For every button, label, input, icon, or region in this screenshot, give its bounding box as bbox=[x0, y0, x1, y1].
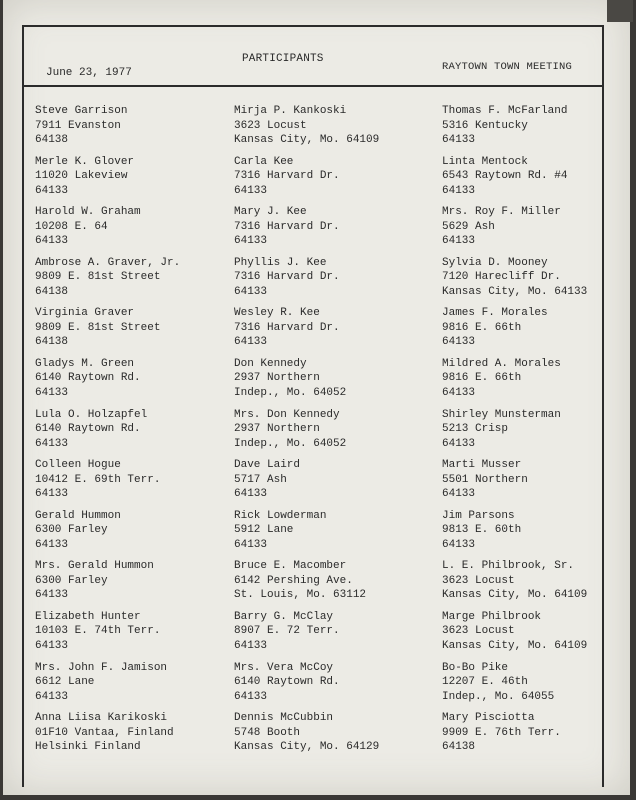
left-border bbox=[22, 85, 24, 787]
participant-address-line: 64133 bbox=[234, 690, 268, 703]
participant-address-line: 9809 E. 81st Street bbox=[35, 321, 161, 334]
participant-name: Mirja P. Kankoski bbox=[234, 105, 347, 117]
participant-address-line: 5629 Ash bbox=[442, 220, 495, 233]
participant-address-line: 64133 bbox=[35, 386, 69, 399]
participant-entry bbox=[442, 256, 632, 307]
participant-address-line: 9816 E. 66th bbox=[442, 372, 522, 385]
participant-address-line: Kansas City, Mo. 64109 bbox=[442, 639, 588, 652]
participant-address-line: 64133 bbox=[35, 184, 69, 197]
participant-address-line: 6543 Raytown Rd. #4 bbox=[442, 170, 568, 183]
participant-name: Mrs. John F. Jamison bbox=[35, 661, 168, 674]
participant-address-line: 9816 E. 66th bbox=[442, 321, 522, 334]
participant-entry bbox=[442, 408, 632, 459]
participant-address-line: 6300 Farley bbox=[35, 524, 108, 537]
participant-address-line: 64133 bbox=[442, 134, 476, 146]
participant-address-line: Indep., Mo. 64052 bbox=[234, 437, 347, 450]
participant-address-line: Kansas City, Mo. 64109 bbox=[234, 134, 380, 146]
page-edge-tab bbox=[607, 0, 633, 22]
participant-entry bbox=[35, 104, 225, 155]
participant-name: Mrs. Don Kennedy bbox=[234, 408, 340, 421]
participant-entry bbox=[35, 509, 225, 560]
participant-name: Elizabeth Hunter bbox=[35, 610, 141, 623]
participant-address-line: St. Louis, Mo. 63112 bbox=[234, 589, 367, 602]
participants-column-3 bbox=[442, 104, 632, 762]
participant-name: Mrs. Vera McCoy bbox=[234, 661, 334, 674]
participant-address-line: Kansas City, Mo. 64133 bbox=[442, 285, 588, 298]
participant-entry bbox=[35, 458, 225, 509]
participant-address-line: 7316 Harvard Dr. bbox=[234, 170, 340, 183]
participant-entry bbox=[234, 458, 424, 509]
participant-entry bbox=[442, 559, 632, 610]
participant-address-line: 64133 bbox=[234, 184, 268, 197]
participant-name: Barry G. McClay bbox=[234, 610, 334, 623]
participant-name: Mrs. Gerald Hummon bbox=[35, 560, 154, 573]
participant-address-line: 7911 Evanston bbox=[35, 119, 121, 132]
participant-address-line: 8907 E. 72 Terr. bbox=[234, 625, 340, 638]
participant-address-line: 7316 Harvard Dr. bbox=[234, 321, 340, 334]
participant-entry bbox=[35, 357, 225, 408]
participant-name: Phyllis J. Kee bbox=[234, 256, 327, 269]
participant-entry bbox=[442, 155, 632, 206]
participant-address-line: 64133 bbox=[234, 336, 268, 349]
participant-address-line: Kansas City, Mo. 64129 bbox=[234, 741, 380, 754]
participant-name: Harold W. Graham bbox=[35, 206, 141, 219]
participant-address-line: 64133 bbox=[234, 235, 268, 248]
participant-entry bbox=[234, 559, 424, 610]
participant-address-line: 3623 Locust bbox=[234, 119, 307, 132]
participant-address-line: 6142 Pershing Ave. bbox=[234, 574, 353, 587]
participant-name: Wesley R. Kee bbox=[234, 307, 320, 320]
participant-entry bbox=[442, 610, 632, 661]
participant-name: Linta Mentock bbox=[442, 155, 528, 168]
participant-address-line: 5717 Ash bbox=[234, 473, 287, 486]
participant-address-line: 64133 bbox=[442, 184, 476, 197]
participant-entry bbox=[35, 559, 225, 610]
participant-name: Ambrose A. Graver, Jr. bbox=[35, 256, 181, 269]
participant-address-line: 64138 bbox=[35, 285, 69, 298]
participant-name: Dennis McCubbin bbox=[234, 712, 334, 725]
participant-entry bbox=[442, 509, 632, 560]
participant-entry bbox=[442, 357, 632, 408]
participant-address-line: Indep., Mo. 64052 bbox=[234, 386, 347, 399]
participant-address-line: 64138 bbox=[35, 336, 69, 349]
participant-name: Sylvia D. Mooney bbox=[442, 256, 548, 269]
participant-address-line: 2937 Northern bbox=[234, 372, 320, 385]
participant-name: Mary Pisciotta bbox=[442, 712, 535, 725]
participant-address-line: 5501 Northern bbox=[442, 473, 528, 486]
participant-name: Bruce E. Macomber bbox=[234, 560, 347, 573]
participant-address-line: 64133 bbox=[35, 589, 69, 602]
participant-address-line: 3623 Locust bbox=[442, 625, 515, 638]
participant-entry bbox=[234, 306, 424, 357]
participant-address-line: 10412 E. 69th Terr. bbox=[35, 473, 161, 486]
participant-entry bbox=[234, 408, 424, 459]
participant-address-line: 64133 bbox=[234, 488, 268, 501]
participant-entry bbox=[35, 661, 225, 712]
participant-entry bbox=[442, 711, 632, 762]
participant-entry bbox=[442, 205, 632, 256]
participant-name: Virginia Graver bbox=[35, 307, 135, 320]
meeting-date: June 23, 1977 bbox=[46, 67, 132, 79]
participant-entry bbox=[35, 205, 225, 256]
participants-column-2 bbox=[234, 104, 424, 762]
participant-name: Lula O. Holzapfel bbox=[35, 408, 148, 421]
participant-address-line: 6612 Lane bbox=[35, 676, 95, 689]
participant-address-line: 64133 bbox=[234, 538, 268, 551]
participant-entry bbox=[234, 205, 424, 256]
participant-address-line: 5316 Kentucky bbox=[442, 119, 528, 132]
participant-address-line: 64138 bbox=[35, 134, 69, 146]
participant-name: Rick Lowderman bbox=[234, 509, 327, 522]
participant-name: Mary J. Kee bbox=[234, 206, 307, 219]
participant-name: Marge Philbrook bbox=[442, 610, 542, 623]
participant-name: Dave Laird bbox=[234, 459, 301, 472]
participant-address-line: 64133 bbox=[35, 690, 69, 703]
participant-address-line: 2937 Northern bbox=[234, 423, 320, 436]
participant-address-line: Kansas City, Mo. 64109 bbox=[442, 589, 588, 602]
participant-entry bbox=[35, 408, 225, 459]
participant-address-line: 11020 Lakeview bbox=[35, 170, 128, 183]
participants-column-1 bbox=[35, 104, 225, 762]
participant-name: Bo-Bo Pike bbox=[442, 661, 509, 674]
participant-address-line: Indep., Mo. 64055 bbox=[442, 690, 555, 703]
header-divider bbox=[22, 85, 604, 87]
participant-address-line: 64133 bbox=[35, 538, 69, 551]
participant-address-line: 6300 Farley bbox=[35, 574, 108, 587]
participant-entry bbox=[234, 509, 424, 560]
participant-entry bbox=[234, 256, 424, 307]
participant-address-line: 64133 bbox=[234, 639, 268, 652]
participant-address-line: 5912 Lane bbox=[234, 524, 294, 537]
participant-entry bbox=[35, 256, 225, 307]
participant-address-line: 7316 Harvard Dr. bbox=[234, 271, 340, 284]
participant-address-line: 64138 bbox=[442, 741, 476, 754]
participant-name: Mrs. Roy F. Miller bbox=[442, 206, 561, 219]
participant-name: Carla Kee bbox=[234, 155, 294, 168]
participant-entry bbox=[442, 458, 632, 509]
participant-name: Don Kennedy bbox=[234, 357, 307, 370]
page-title: PARTICIPANTS bbox=[242, 53, 324, 65]
participant-address-line: 64133 bbox=[442, 488, 476, 501]
participant-name: L. E. Philbrook, Sr. bbox=[442, 560, 575, 573]
participant-address-line: 64133 bbox=[442, 235, 476, 248]
participant-name: Gerald Hummon bbox=[35, 509, 121, 522]
participant-entry bbox=[234, 357, 424, 408]
participant-address-line: 7120 Harecliff Dr. bbox=[442, 271, 561, 284]
participant-entry bbox=[234, 610, 424, 661]
participant-address-line: 64133 bbox=[442, 336, 476, 349]
participant-address-line: 6140 Raytown Rd. bbox=[35, 372, 141, 385]
participant-address-line: 7316 Harvard Dr. bbox=[234, 220, 340, 233]
participant-entry bbox=[35, 610, 225, 661]
participant-address-line: 64133 bbox=[442, 437, 476, 450]
participant-entry bbox=[234, 104, 424, 155]
participant-address-line: 64133 bbox=[234, 285, 268, 298]
participant-address-line: 64133 bbox=[35, 235, 69, 248]
participant-name: Anna Liisa Karikoski bbox=[35, 712, 168, 725]
participant-entry bbox=[234, 155, 424, 206]
participant-entry bbox=[442, 661, 632, 712]
participant-name: Marti Musser bbox=[442, 459, 522, 472]
participant-address-line: 64133 bbox=[35, 488, 69, 501]
participant-name: Mildred A. Morales bbox=[442, 357, 561, 370]
participant-name: Merle K. Glover bbox=[35, 155, 135, 168]
participant-address-line: 5748 Booth bbox=[234, 726, 301, 739]
participant-entry bbox=[234, 661, 424, 712]
participant-address-line: 64133 bbox=[35, 437, 69, 450]
participant-name: Jim Parsons bbox=[442, 509, 515, 522]
participant-name: Shirley Munsterman bbox=[442, 408, 561, 421]
participant-address-line: 12207 E. 46th bbox=[442, 676, 528, 689]
participant-address-line: 01F10 Vantaa, Finland bbox=[35, 726, 174, 739]
participant-address-line: Helsinki Finland bbox=[35, 741, 141, 754]
participant-address-line: 64133 bbox=[442, 386, 476, 399]
participant-address-line: 6140 Raytown Rd. bbox=[35, 423, 141, 436]
participant-address-line: 10103 E. 74th Terr. bbox=[35, 625, 161, 638]
participant-address-line: 9813 E. 60th bbox=[442, 524, 522, 537]
participant-name: Gladys M. Green bbox=[35, 357, 135, 370]
participant-address-line: 5213 Crisp bbox=[442, 423, 509, 436]
participant-address-line: 10208 E. 64 bbox=[35, 220, 108, 233]
participant-address-line: 64133 bbox=[442, 538, 476, 551]
participant-address-line: 9909 E. 76th Terr. bbox=[442, 726, 561, 739]
participant-name: Thomas F. McFarland bbox=[442, 105, 568, 117]
participant-entry bbox=[442, 104, 632, 155]
participant-name: Steve Garrison bbox=[35, 105, 128, 117]
meeting-name: RAYTOWN TOWN MEETING bbox=[442, 61, 573, 73]
participant-entry bbox=[442, 306, 632, 357]
participant-address-line: 9809 E. 81st Street bbox=[35, 271, 161, 284]
participant-name: James F. Morales bbox=[442, 307, 548, 320]
participant-entry bbox=[234, 711, 424, 762]
participant-address-line: 3623 Locust bbox=[442, 574, 515, 587]
participant-address-line: 64133 bbox=[35, 639, 69, 652]
participant-entry bbox=[35, 155, 225, 206]
participant-entry bbox=[35, 306, 225, 357]
participant-address-line: 6140 Raytown Rd. bbox=[234, 676, 340, 689]
participant-name: Colleen Hogue bbox=[35, 459, 121, 472]
participant-entry bbox=[35, 711, 225, 762]
